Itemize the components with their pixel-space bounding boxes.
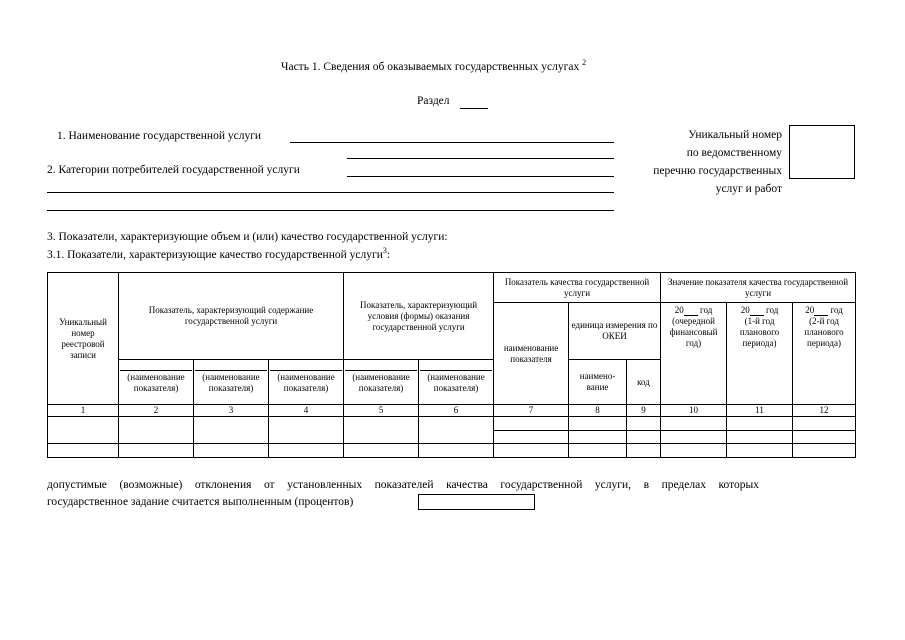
- table-cell[interactable]: [793, 431, 856, 444]
- col-value-group: Значение показателя качества государственной услуги: [661, 273, 856, 303]
- quality-indicators-heading: [47, 248, 390, 262]
- consumer-category-field[interactable]: [347, 176, 614, 177]
- col-year2-desc: (1-й год планового периода): [739, 316, 780, 348]
- col-number-7: 7: [494, 405, 569, 417]
- indicators-heading: 3. Показатели, характеризующие объем и (или) качество государственной услуги:: [47, 231, 448, 243]
- table-cell[interactable]: [344, 444, 419, 458]
- col-sub-name-2: [119, 360, 194, 405]
- col-number-10: 10: [661, 405, 727, 417]
- quality-indicators-heading-text: 3.1. Показатели, характеризующие качество государственной услуги: [47, 249, 383, 261]
- table-cell[interactable]: [727, 444, 793, 458]
- col-unit-name: наимено-вание: [569, 360, 627, 405]
- table-cell[interactable]: [627, 417, 661, 431]
- table-row[interactable]: [48, 417, 856, 431]
- col-sub-name-5: [344, 360, 419, 405]
- col-year3-head: [794, 305, 854, 316]
- col-year3-prefix: 20: [805, 305, 815, 315]
- unique-number-label-line3: перечню государственных: [653, 165, 782, 177]
- table-cell[interactable]: [727, 431, 793, 444]
- table-cell[interactable]: [419, 417, 494, 444]
- quality-indicators-footnote: 3: [382, 246, 387, 256]
- service-name-field[interactable]: [290, 142, 614, 143]
- section-label: Раздел: [417, 95, 450, 107]
- table-cell[interactable]: [269, 444, 344, 458]
- col-number-1: 1: [48, 405, 119, 417]
- col-content-group: Показатель, характеризующий содержание государственной услуги: [119, 273, 344, 360]
- deviation-percent-field[interactable]: [418, 494, 535, 510]
- col-number-11: 11: [727, 405, 793, 417]
- part-title: [281, 60, 586, 74]
- col-year2: [727, 303, 793, 405]
- col-indicator-name: наименование показателя: [494, 303, 569, 405]
- table-cell[interactable]: [48, 444, 119, 458]
- col-unit: единица измерения по ОКЕИ: [569, 303, 661, 360]
- col-year2-prefix: 20: [740, 305, 750, 315]
- column-numbers-row: [48, 405, 856, 417]
- table-cell[interactable]: [419, 444, 494, 458]
- col-number-3: 3: [194, 405, 269, 417]
- col-number-8: 8: [569, 405, 627, 417]
- table-cell[interactable]: [119, 444, 194, 458]
- col-year3: [793, 303, 856, 405]
- quality-indicators-table: [47, 272, 856, 458]
- col-number-2: 2: [119, 405, 194, 417]
- consumer-category-label: 2. Категории потребителей государственной услуги: [47, 164, 300, 176]
- table-row[interactable]: [48, 444, 856, 458]
- table-cell[interactable]: [569, 417, 627, 431]
- col-sub-name-3: [194, 360, 269, 405]
- table-cell[interactable]: [627, 431, 661, 444]
- table-cell[interactable]: [793, 417, 856, 431]
- deviation-text-line1: допустимые (возможные) отклонения от установленных показателей качества государственной услуги, в пределах которых: [47, 479, 759, 491]
- table-cell[interactable]: [661, 444, 727, 458]
- quality-indicators-colon: :: [386, 249, 391, 261]
- section-number-field[interactable]: [460, 108, 488, 109]
- col-sub-name-4: [269, 360, 344, 405]
- col-quality-group: Показатель качества государственной услуги: [494, 273, 661, 303]
- table-cell[interactable]: [661, 417, 727, 431]
- col-year1-prefix: 20: [674, 305, 684, 315]
- col-conditions-group: Показатель, характеризующий условия (формы) оказания государственной услуги: [344, 273, 494, 360]
- col-year2-field[interactable]: [750, 307, 764, 316]
- table-cell[interactable]: [269, 417, 344, 444]
- col-sub-name-4-text: (наименование показателя): [270, 370, 342, 394]
- col-sub-name-3-text: (наименование показателя): [195, 370, 267, 394]
- service-name-label: 1. Наименование государственной услуги: [57, 130, 262, 142]
- col-year3-desc: (2-й год планового периода): [804, 316, 844, 348]
- col-sub-name-6: [419, 360, 494, 405]
- col-year1-desc: (очередной финансовый год): [669, 316, 718, 348]
- col-number-12: 12: [793, 405, 856, 417]
- table-cell[interactable]: [661, 431, 727, 444]
- table-cell[interactable]: [494, 417, 569, 431]
- table-cell[interactable]: [194, 444, 269, 458]
- unique-number-label-line2: по ведомственному: [686, 147, 782, 159]
- table-cell[interactable]: [793, 444, 856, 458]
- table-cell[interactable]: [727, 417, 793, 431]
- unique-number-label-line1: Уникальный номер: [688, 129, 782, 141]
- unique-number-box[interactable]: [789, 125, 855, 179]
- table-cell[interactable]: [569, 444, 627, 458]
- consumer-category-field-line2[interactable]: [47, 192, 614, 193]
- unique-number-label: [620, 126, 782, 198]
- col-number-9: 9: [627, 405, 661, 417]
- col-year2-head: [728, 305, 791, 316]
- consumer-category-field-line3[interactable]: [47, 210, 614, 211]
- deviation-text-line2: государственное задание считается выполненным (процентов): [47, 496, 354, 508]
- table-cell[interactable]: [48, 417, 119, 444]
- part-title-footnote: 2: [582, 58, 587, 68]
- col-unique-number: Уникальный номер реестровой записи: [48, 273, 119, 405]
- col-sub-name-6-text: (наименование показателя): [420, 370, 492, 394]
- table-cell[interactable]: [494, 431, 569, 444]
- table-cell[interactable]: [569, 431, 627, 444]
- col-year3-word: год: [830, 305, 843, 315]
- table-cell[interactable]: [627, 444, 661, 458]
- table-cell[interactable]: [194, 417, 269, 444]
- part-title-text: Часть 1. Сведения об оказываемых государственных услугах: [281, 61, 580, 73]
- table-cell[interactable]: [344, 417, 419, 444]
- col-unit-code: код: [627, 360, 661, 405]
- table-cell[interactable]: [119, 417, 194, 444]
- col-year1-word: год: [699, 305, 713, 315]
- col-year2-word: год: [765, 305, 779, 315]
- col-year1: [661, 303, 727, 405]
- col-year1-field[interactable]: [684, 307, 698, 316]
- col-number-6: 6: [419, 405, 494, 417]
- col-number-5: 5: [344, 405, 419, 417]
- col-number-4: 4: [269, 405, 344, 417]
- col-sub-name-2-text: (наименование показателя): [120, 370, 192, 394]
- col-year1-head: [662, 305, 725, 316]
- col-year3-field[interactable]: [814, 307, 828, 316]
- col-sub-name-5-text: (наименование показателя): [345, 370, 417, 394]
- unique-number-label-line4: услуг и работ: [715, 183, 782, 195]
- service-name-field-line2[interactable]: [347, 158, 614, 159]
- table-cell[interactable]: [494, 444, 569, 458]
